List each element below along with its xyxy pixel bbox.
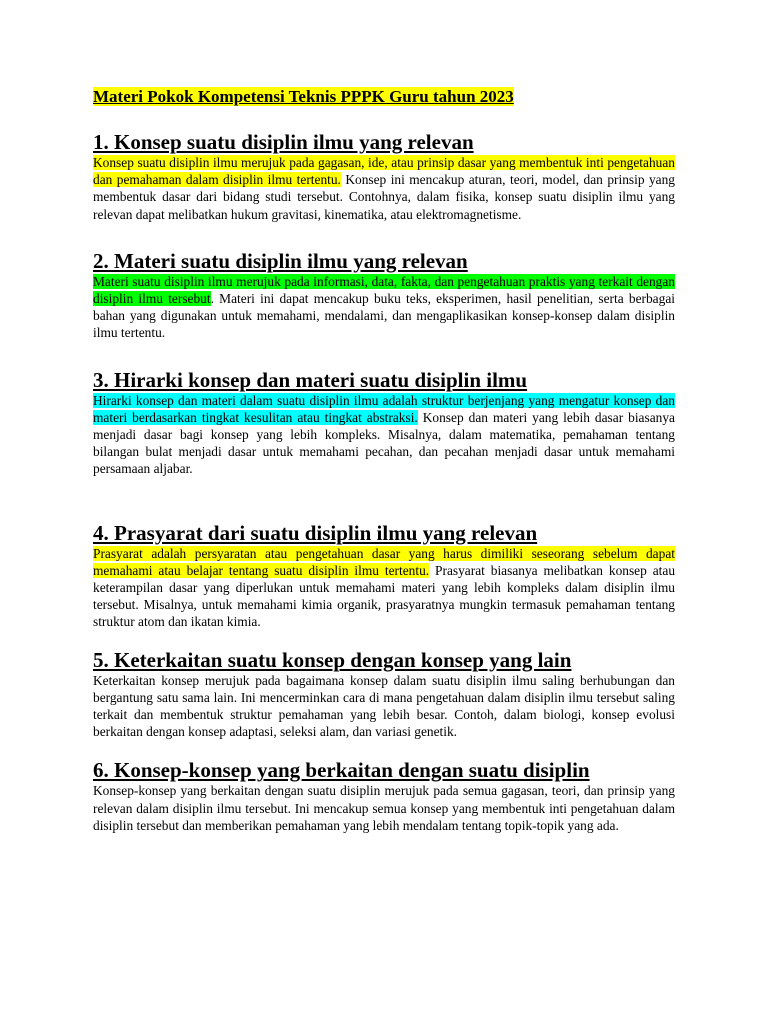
paragraph-text: Konsep dan materi yang lebih dasar biasanya menjadi dasar bagi konsep yang lebih kompleks. Misalnya, dalam matematika, pemahaman tentang bilangan bulat menjadi dasar untuk memahami pecahan, dan pecahan menjadi dasar untuk memahami persamaan aljabar.	[93, 409, 675, 477]
paragraph-text: Keterkaitan konsep merujuk pada bagaimana konsep dalam suatu disiplin ilmu saling berhubungan dan bergantung satu sama lain. Ini mencerminkan cara di mana pengetahuan dalam disiplin ilmu tersebut saling terkait dan membentuk struktur pemahaman yang lebih besar. Contoh, dalam biologi, konsep evolusi berkaitan dengan konsep adaptasi, seleksi alam, dan variasi genetik.	[93, 672, 675, 740]
section-paragraph	[93, 273, 675, 342]
section-paragraph	[93, 782, 675, 834]
section-concept-relation	[93, 648, 675, 741]
section-heading: 3. Hirarki konsep dan materi suatu disiplin ilmu	[93, 367, 528, 392]
section-material	[93, 249, 675, 342]
section-heading: 4. Prasyarat dari suatu disiplin ilmu yang relevan	[93, 520, 538, 545]
section-paragraph	[93, 545, 675, 631]
section-paragraph	[93, 154, 675, 223]
document-title	[93, 86, 675, 108]
document-page	[93, 86, 675, 834]
section-concept	[93, 130, 675, 223]
highlighted-text: Hirarki konsep dan materi dalam suatu disiplin ilmu adalah struktur berjenjang yang mengatur konsep dan materi berdasarkan tingkat kesulitan atau tingkat abstraksi.	[93, 392, 675, 425]
section-heading: 5. Keterkaitan suatu konsep dengan konsep yang lain	[93, 647, 572, 672]
paragraph-text: Konsep-konsep yang berkaitan dengan suatu disiplin merujuk pada semua gagasan, teori, dan prinsip yang relevan dalam disiplin ilmu tersebut. Ini mencakup semua konsep yang membentuk inti pengetahuan dalam disiplin tersebut dan memberikan pemahaman yang lebih mendalam tentang topik-topik yang ada.	[93, 783, 675, 833]
section-paragraph	[93, 672, 675, 741]
highlighted-text: Prasyarat adalah persyaratan atau pengetahuan dasar yang harus dimiliki seseorang sebelum dapat memahami atau belajar tentang suatu disiplin ilmu tertentu.	[93, 545, 675, 578]
section-prerequisite	[93, 521, 675, 631]
document-title-text: Materi Pokok Kompetensi Teknis PPPK Guru tahun 2023	[93, 87, 514, 106]
paragraph-text: . Materi ini dapat mencakup buku teks, eksperimen, hasil penelitian, serta berbagai bahan yang digunakan untuk memahami, mendalami, dan mengaplikasikan konsep-konsep dalam disiplin ilmu tertentu.	[93, 291, 675, 341]
section-heading: 1. Konsep suatu disiplin ilmu yang relevan	[93, 130, 474, 154]
highlighted-text: Konsep suatu disiplin ilmu merujuk pada gagasan, ide, atau prinsip dasar yang membentuk inti pengetahuan dan pemahaman dalam disiplin ilmu tertentu.	[93, 155, 675, 188]
section-hierarchy	[93, 368, 675, 478]
paragraph-text: Konsep ini mencakup aturan, teori, model, dan prinsip yang membentuk dasar dari bidang studi tersebut. Contohnya, dalam fisika, konsep suatu disiplin ilmu yang relevan dapat melibatkan hukum gravitasi, kinematika, atau elektromagnetisme.	[93, 172, 675, 222]
section-heading: 6. Konsep-konsep yang berkaitan dengan suatu disiplin	[93, 758, 590, 783]
section-heading: 2. Materi suatu disiplin ilmu yang relevan	[93, 248, 468, 273]
highlighted-text: Materi suatu disiplin ilmu merujuk pada informasi, data, fakta, dan pengetahuan praktis yang terkait dengan disiplin ilmu tersebut	[93, 273, 675, 307]
paragraph-text: Prasyarat biasanya melibatkan konsep atau keterampilan dasar yang diperlukan untuk memahami materi yang lebih kompleks dalam disiplin ilmu tersebut. Misalnya, untuk memahami kimia organik, prasyaratnya mungkin termasuk pemahaman tentang struktur atom dan ikatan kimia.	[93, 562, 676, 630]
section-paragraph	[93, 392, 675, 478]
section-related-concepts	[93, 758, 675, 834]
